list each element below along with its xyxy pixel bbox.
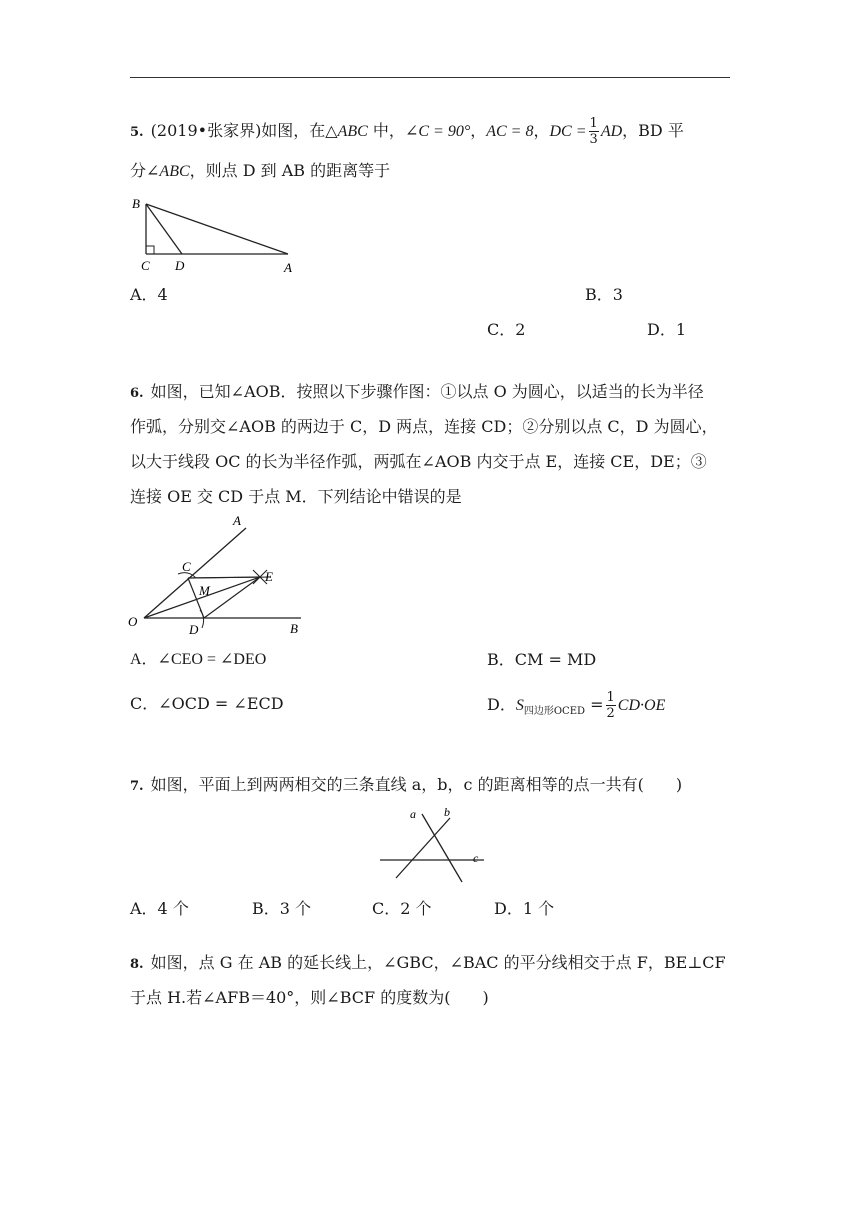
q5-label-a: A	[284, 260, 292, 275]
q5-dc-rhs: AD	[600, 123, 623, 140]
q6-label-b: B	[290, 621, 298, 636]
q6-line1	[130, 381, 704, 405]
q6-option-d-prefix: D．	[487, 695, 516, 714]
q8-line2: 于点 H.若∠AFB＝40°，则∠BCF 的度数为( )	[130, 988, 489, 1007]
q6-option-d-eq: =	[590, 695, 604, 714]
q7-option-b[interactable]: B．3 个	[252, 899, 312, 918]
q5-option-a[interactable]: A．4	[130, 285, 168, 304]
q6-label-e: E	[265, 569, 273, 584]
header-rule	[130, 77, 730, 78]
q7-option-a[interactable]: A．4 个	[130, 899, 189, 918]
q6-option-a[interactable]: A．∠CEO = ∠DEO	[130, 651, 267, 668]
q5-fraction: $\frac{1}{3}$	[589, 116, 598, 147]
q6-option-b[interactable]: B．CM = MD	[487, 650, 597, 669]
q6-construction-figure	[126, 512, 316, 640]
q5-option-d[interactable]: D．1	[647, 320, 687, 339]
q5-label-b: B	[132, 196, 140, 211]
q7-option-c[interactable]: C．2 个	[372, 899, 432, 918]
q7-label-a: a	[410, 807, 416, 821]
q5-line2	[130, 160, 390, 183]
q6-option-d-s: S	[515, 697, 524, 714]
q6-option-d[interactable]	[487, 690, 665, 723]
q6-option-d-fraction: $\frac{1}{2}$	[606, 690, 615, 721]
q5-number: 5.	[130, 125, 144, 140]
q6-line1-text: 如图，已知∠AOB．按照以下步骤作图：①以点 O 为圆心，以适当的长为半径	[145, 382, 704, 401]
q7-text: 如图，平面上到两两相交的三条直线 a，b，c 的距离相等的点一共有( )	[145, 775, 683, 794]
q6-line4: 连接 OE 交 CD 于点 M．下列结论中错误的是	[130, 487, 462, 506]
q7-label-c: c	[473, 851, 479, 865]
q5-label-c: C	[141, 258, 150, 273]
q7-label-b: b	[444, 805, 450, 819]
q5-angle-abc: ∠ABC	[146, 163, 190, 180]
q5-option-c[interactable]: C．2	[487, 320, 526, 339]
q5-angle-c: ∠C = 90°	[404, 123, 471, 140]
q8-line1	[130, 952, 726, 976]
q8-number: 8.	[130, 957, 144, 972]
q5-line1: 5. (2019•张家界)如图，在△ABC 中，∠C = 90°，AC = 8，DC = $\frac{1}{3}$ AD，BD 平	[130, 116, 684, 147]
q5-abc: ABC	[337, 123, 368, 140]
q5-triangle-figure	[128, 190, 308, 276]
q7-lines-figure	[372, 804, 492, 886]
q6-label-a: A	[233, 513, 241, 528]
q5-line2-a: 分	[130, 161, 147, 180]
q7-option-d[interactable]: D．1 个	[494, 899, 555, 918]
q5-option-b[interactable]: B．3	[585, 285, 623, 304]
q6-label-c: C	[182, 559, 191, 574]
q5-line2-b: ，则点 D 到 AB 的距离等于	[189, 161, 391, 180]
q6-label-o: O	[128, 614, 138, 629]
q6-label-d: D	[189, 622, 199, 637]
q5-ac: AC = 8	[486, 123, 534, 140]
q5-dc-lhs: DC =	[549, 123, 587, 140]
q6-option-c[interactable]: C．∠OCD = ∠ECD	[130, 694, 284, 713]
q5-text-b: 中，	[367, 121, 405, 140]
q6-option-d-sub: 四边形OCED	[523, 706, 586, 717]
q6-line3: 以大于线段 OC 的长为半径作弧，两弧在∠AOB 内交于点 E，连接 CE，DE；③	[130, 452, 707, 471]
q5-label-d: D	[175, 258, 185, 273]
q6-option-d-tail: CD·OE	[617, 697, 666, 714]
q5-text-tail: ，BD 平	[622, 121, 684, 140]
q7-number: 7.	[130, 779, 144, 794]
q8-line1-text: 如图，点 G 在 AB 的延长线上，∠GBC，∠BAC 的平分线相交于点 F，BE⊥CF	[145, 953, 726, 972]
q7-line1	[130, 774, 682, 798]
q5-text-a: (2019•张家界)如图，在△	[145, 121, 338, 140]
q6-number: 6.	[130, 386, 144, 401]
q6-line2: 作弧，分别交∠AOB 的两边于 C，D 两点，连接 CD；②分别以点 C，D 为圆心，	[130, 417, 718, 436]
q6-label-m: M	[199, 583, 210, 598]
